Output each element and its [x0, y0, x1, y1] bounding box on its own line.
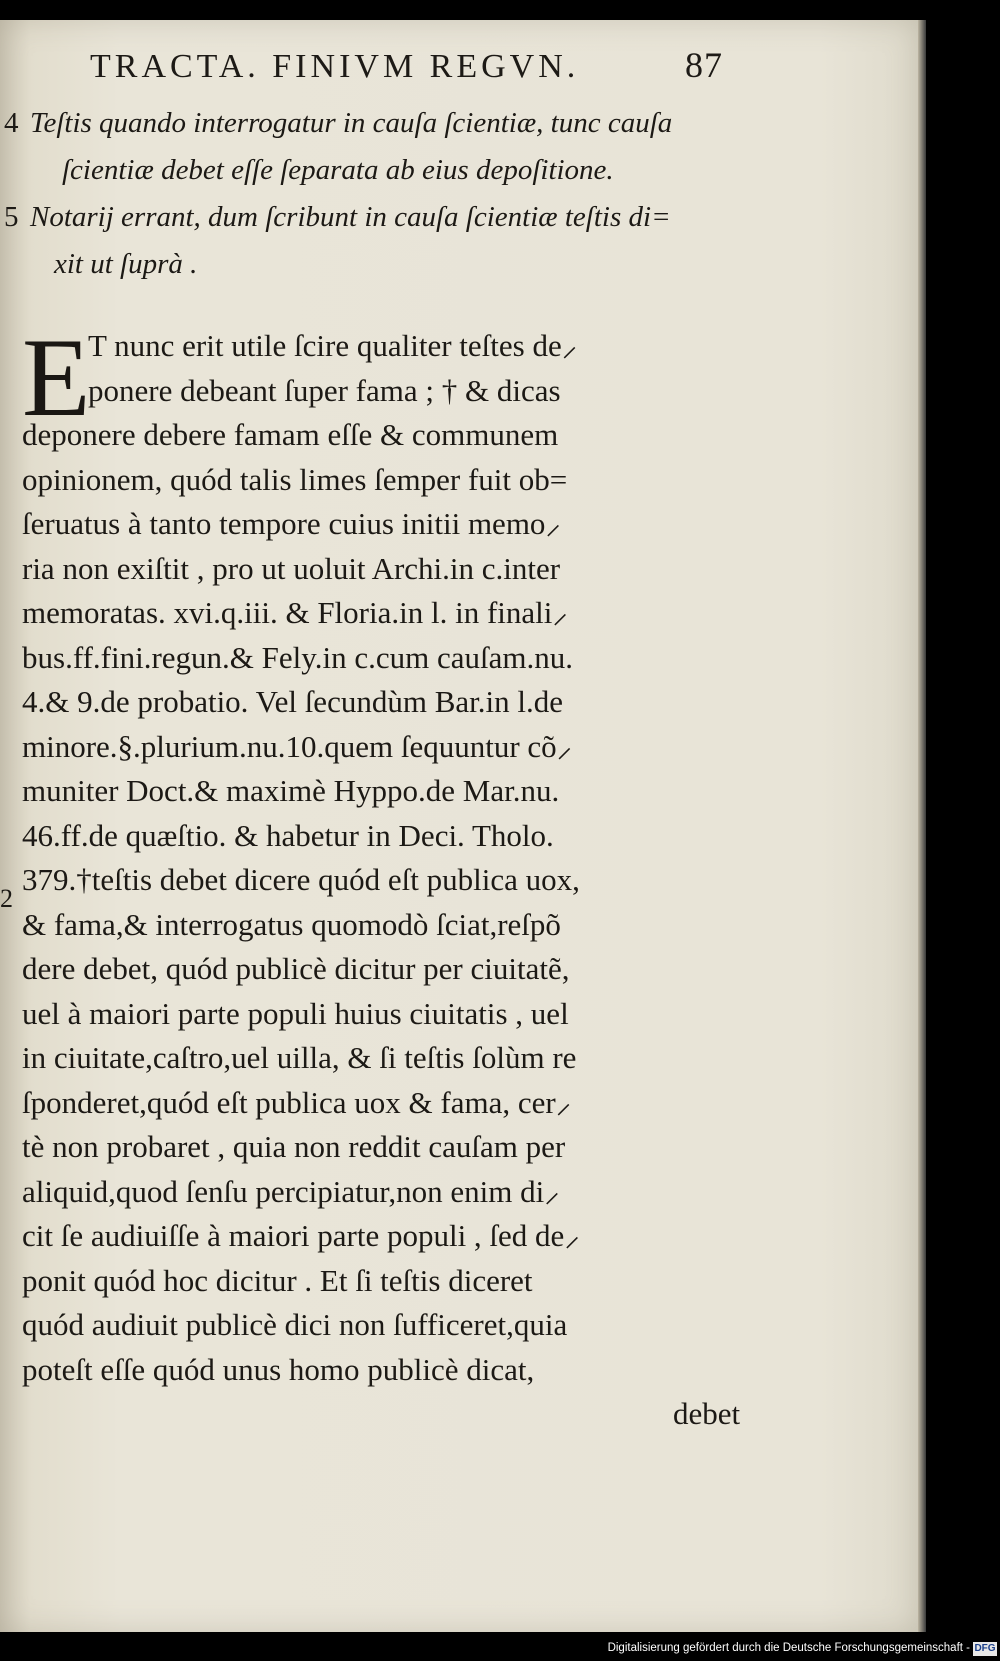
drop-cap: E	[22, 316, 91, 440]
body-text	[22, 316, 782, 1392]
body-line: 4.& 9.de probatio. Vel ſecundùm Bar.in l.de	[22, 684, 563, 719]
summary-item	[0, 194, 760, 288]
body-line: ponit quód hoc dicitur . Et ſi teſtis diceret	[22, 1262, 533, 1298]
body-line: T nunc erit utile ſcire qualiter teſtes de⸝	[88, 328, 578, 363]
body-line: dere debet, quód publicè dicitur per ciuitatẽ,	[22, 951, 570, 986]
summary-line: Notarij errant, dum ſcribunt in cauſa ſcientiæ teſtis di=	[30, 201, 671, 233]
summary-number: 5	[4, 201, 19, 233]
dfg-logo-icon: DFG	[974, 1643, 996, 1654]
body-line: muniter Doct.& maximè Hyppo.de Mar.nu.	[22, 773, 560, 808]
body-line: bus.ff.fini.regun.& Fely.in c.cum cauſam.nu.	[22, 639, 573, 675]
body-line: uel à maiori parte populi huius ciuitatis , uel	[22, 995, 569, 1031]
page-edge	[918, 20, 926, 1632]
summary-line: Teſtis quando interrogatur in cauſa ſcientiæ, tunc cauſa	[30, 107, 673, 139]
page-number: 87	[685, 45, 723, 85]
catchword: debet	[673, 1396, 741, 1431]
body-line: & fama,& interrogatus quomodò ſciat,reſpõ	[22, 906, 561, 942]
footer-credit: Digitalisierung gefördert durch die Deutsche Forschungsgemeinschaft -	[607, 1642, 970, 1654]
running-title: TRACTA. FINIVM REGVN.	[90, 48, 580, 85]
body-line: ria non exiſtit , pro ut uoluit Archi.in c.inter	[22, 550, 561, 586]
margin-note-number: 2	[0, 884, 13, 913]
body-line: opinionem, quód talis limes ſemper fuit ob=	[22, 461, 568, 497]
body-line: in ciuitate,caſtro,uel uilla, & ſi teſtis ſolùm re	[22, 1040, 577, 1075]
body-line: tè non probaret , quia non reddit cauſam per	[22, 1129, 566, 1164]
summary-list	[0, 100, 760, 288]
body-line: aliquid,quod ſenſu percipiatur,non enim di⸝	[22, 1173, 560, 1209]
summary-line: ſcientiæ debet eſſe ſeparata ab eius depoſitione.	[62, 154, 614, 186]
body-line: 46.ff.de quæſtio. & habetur in Deci. Tholo.	[22, 817, 554, 853]
body-line: poteſt eſſe quód unus homo publicè dicat,	[22, 1351, 535, 1387]
body-line: ſeruatus à tanto tempore cuius initii memo⸝	[22, 506, 561, 541]
body-line: quód audiuit publicè dici non ſufficeret,quia	[22, 1307, 568, 1342]
summary-number: 4	[4, 107, 19, 139]
summary-line: xit ut ſuprà .	[54, 248, 198, 280]
body-line: memoratas. xvi.q.iii. & Floria.in l. in finali⸝	[22, 595, 568, 630]
body-line: cit ſe audiuiſſe à maiori parte populi , ſed de⸝	[22, 1218, 580, 1253]
body-line: minore.§.plurium.nu.10.quem ſequuntur cõ⸝	[22, 728, 573, 764]
body-line: 379.†teſtis debet dicere quód eſt publica uox,	[22, 862, 580, 897]
body-line: deponere debere famam eſſe & communem	[22, 417, 559, 452]
summary-item	[0, 100, 760, 194]
body-line: ponere debeant ſuper fama ; † & dicas	[88, 372, 561, 408]
body-line: ſponderet,quód eſt publica uox & fama, cer⸝	[22, 1084, 572, 1120]
